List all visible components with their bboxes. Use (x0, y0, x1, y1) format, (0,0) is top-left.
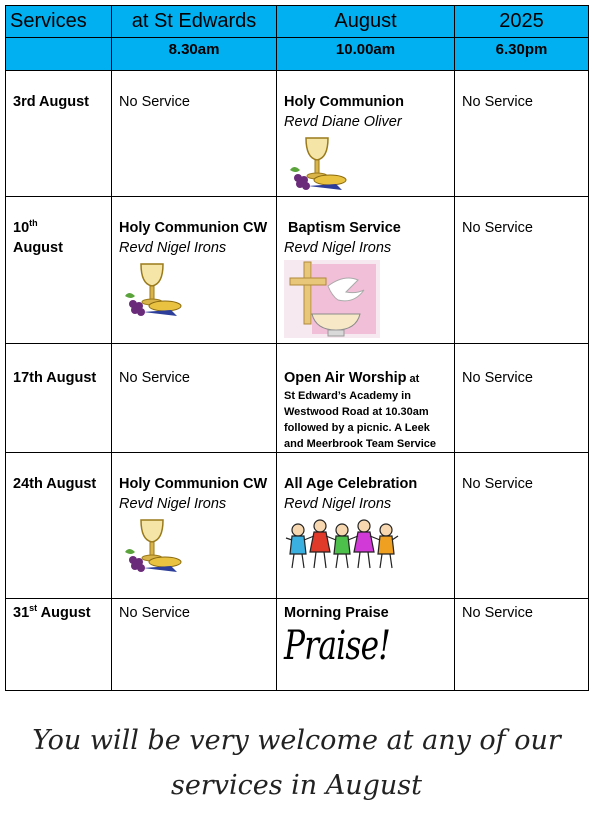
dancing-children-icon (284, 516, 400, 572)
service-minister: Revd Nigel Irons (119, 496, 227, 512)
header-blank (6, 38, 112, 71)
cell-630: No Service (462, 605, 533, 621)
footer-welcome-line-1: You will be very welcome at any of our (32, 725, 561, 756)
chalice-icon (284, 134, 350, 192)
row-date: 17th August (13, 370, 97, 386)
table-row (6, 71, 589, 197)
service-title: Open Air Worship (284, 370, 407, 386)
cell-1000 (277, 71, 454, 192)
cell-630: No Service (462, 370, 533, 386)
header-row-2 (6, 38, 589, 71)
table-row (6, 599, 589, 691)
service-title: Holy Communion CW (119, 476, 268, 492)
footer-welcome-line-2: services in August (170, 770, 423, 801)
date-month: August (37, 605, 91, 621)
services-table (5, 5, 589, 691)
date-day: 10th (13, 218, 38, 236)
service-minister: Revd Nigel Irons (119, 240, 227, 256)
cell-830: No Service (119, 370, 190, 386)
cell-1000 (277, 197, 454, 338)
cell-630: No Service (462, 476, 533, 492)
header-time-830: 8.30am (112, 38, 277, 71)
service-title: Holy Communion (284, 94, 405, 110)
chalice-icon (119, 260, 185, 318)
header-month: August (277, 6, 455, 38)
cell-630: No Service (462, 220, 533, 236)
service-title: All Age Celebration (284, 476, 418, 492)
header-row-1 (6, 6, 589, 38)
table-row (6, 197, 589, 344)
praise-script-icon: Praise! (284, 623, 391, 669)
table-row (6, 453, 589, 599)
row-date (6, 197, 111, 258)
date-month: August (13, 240, 63, 256)
cell-830: No Service (119, 94, 190, 110)
service-minister: Revd Nigel Irons (284, 496, 392, 512)
table-row (6, 344, 589, 453)
header-time-1000: 10.00am (277, 38, 455, 71)
date-suffix: th (29, 218, 38, 229)
service-minister: Revd Nigel Irons (284, 240, 392, 256)
chalice-icon (119, 516, 185, 574)
cell-830: No Service (119, 605, 190, 621)
service-title: Baptism Service (288, 220, 401, 236)
row-date (6, 599, 111, 623)
header-location: at St Edwards (112, 6, 277, 38)
cell-830 (112, 453, 276, 574)
cell-1000 (277, 344, 454, 452)
header-year: 2025 (455, 6, 589, 38)
date-day: 31 (13, 605, 30, 621)
cell-1000 (277, 453, 454, 572)
cell-630: No Service (462, 94, 533, 110)
row-date: 3rd August (13, 94, 89, 110)
service-title-suffix: at (406, 373, 420, 385)
service-details: St Edward’s Academy in Westwood Road at 10.30am followed by a picnic. A Leek and Meerbrook Team Service (284, 390, 437, 450)
header-services: Services (6, 6, 112, 38)
baptism-cross-dove-icon (284, 260, 384, 338)
header-time-630: 6.30pm (455, 38, 589, 71)
row-date: 24th August (13, 476, 97, 492)
service-minister: Revd Diane Oliver (284, 114, 402, 130)
date-suffix: st (29, 603, 38, 614)
cell-830 (112, 197, 276, 318)
cell-1000 (277, 599, 454, 669)
service-title: Holy Communion CW (119, 220, 268, 236)
service-title: Morning Praise (284, 605, 389, 621)
